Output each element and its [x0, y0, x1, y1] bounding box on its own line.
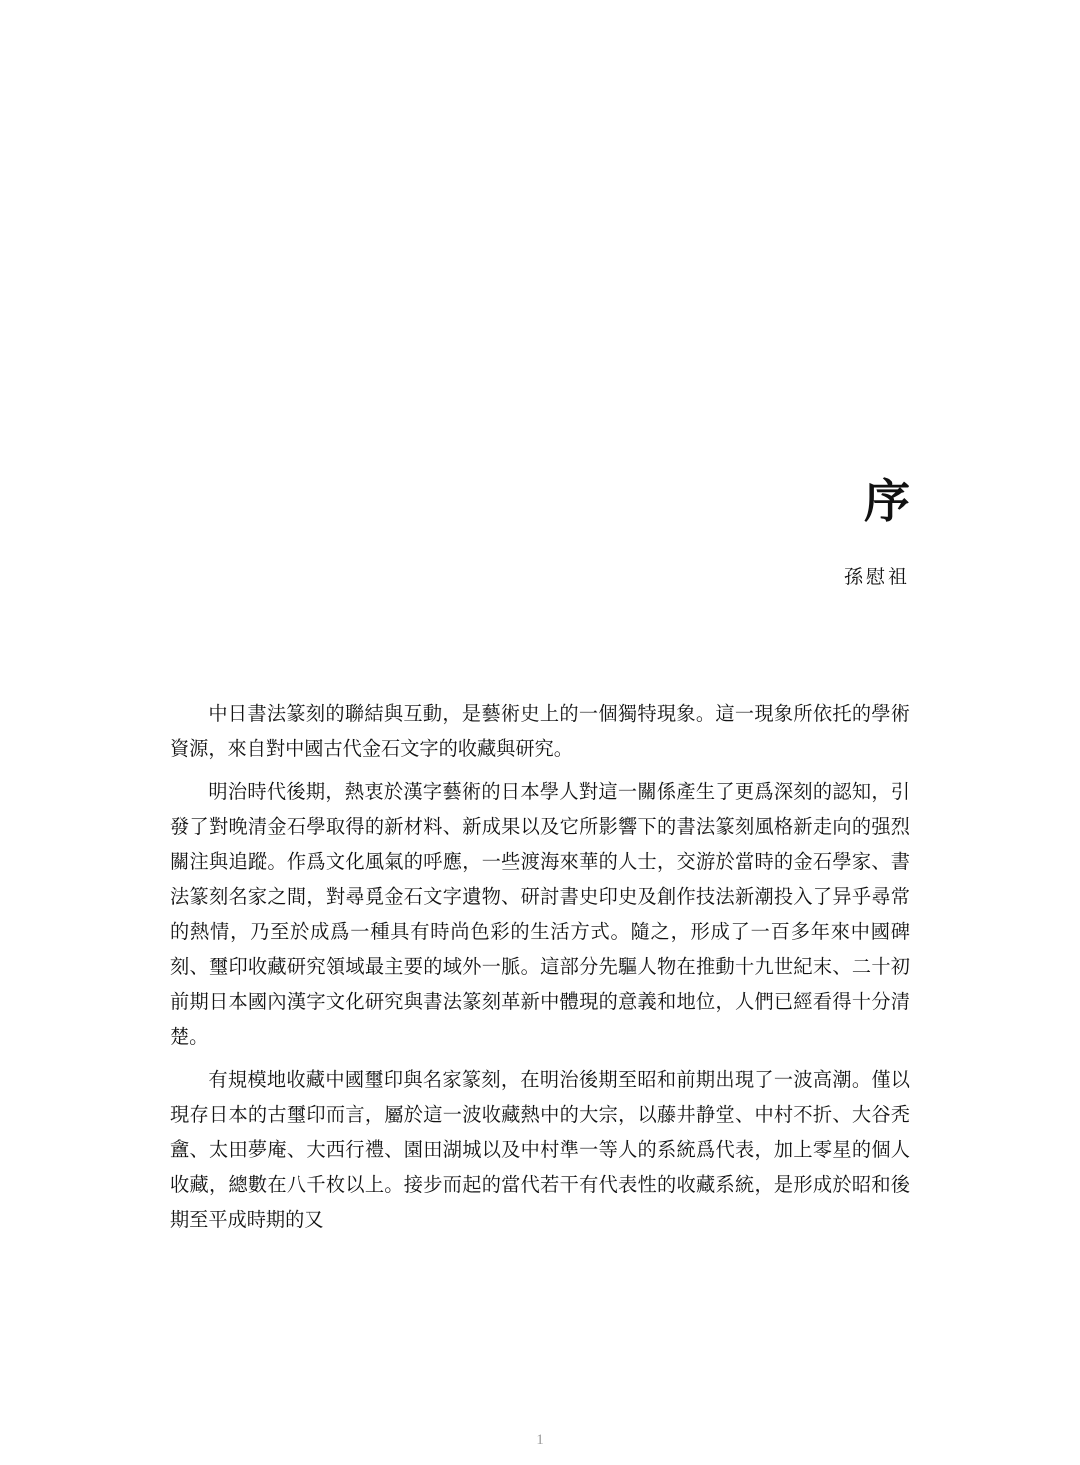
page-title: 序: [864, 474, 910, 528]
body-text: [170, 696, 910, 1245]
paragraph: 中日書法篆刻的聯結與互動，是藝術史上的一個獨特現象。這一現象所依托的學術資源，來自對中國古代金石文字的收藏與研究。: [170, 702, 910, 760]
paragraph: 明治時代後期，熱衷於漢字藝術的日本學人對這一關係產生了更爲深刻的認知，引發了對晚清金石學取得的新材料、新成果以及它所影響下的書法篆刻風格新走向的强烈關注與追蹤。作爲文化風氣的呼應，一些渡海來華的人士，交游於當時的金石學家、書法篆刻名家之間，對尋覓金石文字遺物、研討書史印史及創作技法新潮投入了异乎尋常的熱情，乃至於成爲一種具有時尚色彩的生活方式。隨之，形成了一百多年來中國碑刻、璽印收藏研究領域最主要的域外一脈。這部分先驅人物在推動十九世紀末、二十初前期日本國內漢字文化研究與書法篆刻革新中體現的意義和地位，人們已經看得十分清楚。: [170, 780, 910, 1048]
paragraph: 有規模地收藏中國璽印與名家篆刻，在明治後期至昭和前期出現了一波高潮。僅以現存日本的古璽印而言，屬於這一波收藏熱中的大宗，以藤井静堂、中村不折、大谷秃盦、太田夢庵、大西行禮、園田湖城以及中村準一等人的系統爲代表，加上零星的個人收藏，總數在八千枚以上。接步而起的當代若干有代表性的收藏系統，是形成於昭和後期至平成時期的又: [170, 1068, 910, 1231]
page-number: 1: [536, 1432, 544, 1448]
author-name: 孫慰祖: [843, 566, 910, 588]
